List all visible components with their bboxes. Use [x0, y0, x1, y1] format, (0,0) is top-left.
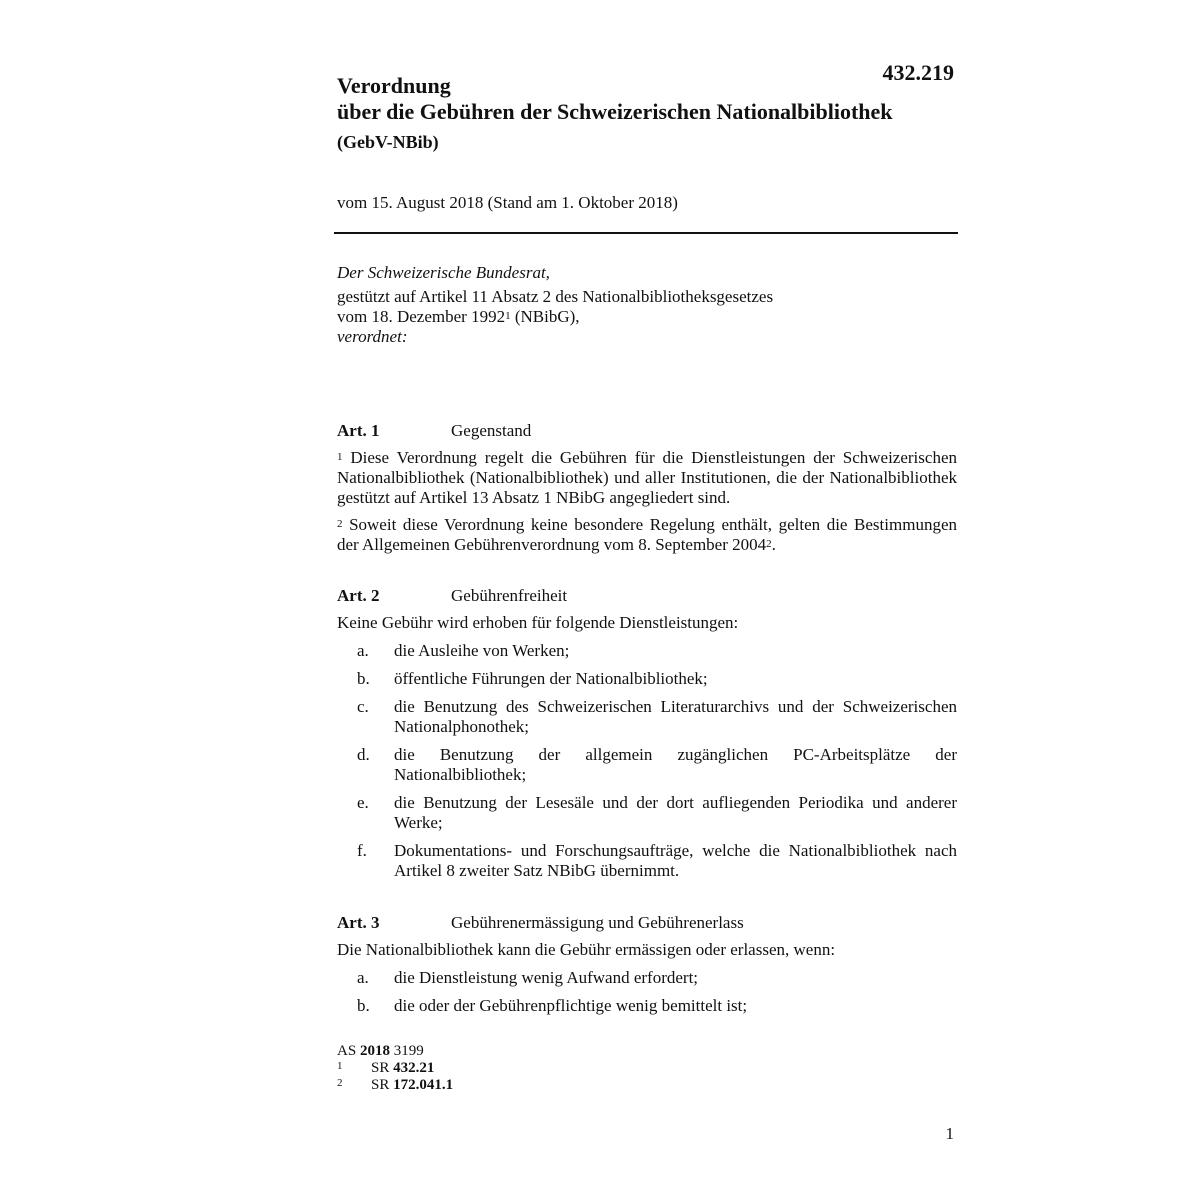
article-1	[337, 421, 957, 555]
sr-number: 432.219	[882, 60, 954, 85]
article-number: Art. 3	[337, 913, 380, 932]
list-text: die oder der Gebührenpflichtige wenig bemittelt ist;	[394, 996, 748, 1015]
article-1-heading	[337, 421, 957, 441]
page-number: 1	[945, 1124, 954, 1143]
preamble	[337, 263, 957, 347]
list-item	[337, 669, 957, 689]
list-text: öffentliche Führungen der Nationalbibliothek;	[394, 669, 708, 688]
date-line: vom 15. August 2018 (Stand am 1. Oktober 2018)	[337, 193, 678, 212]
article-3	[337, 913, 957, 1016]
list-letter: d.	[357, 745, 370, 764]
paragraph-mark: 1	[337, 451, 343, 463]
footnote-prefix: SR	[371, 1077, 390, 1093]
footnote-ref-2[interactable]: 2	[766, 538, 772, 550]
article-3-intro: Die Nationalbibliothek kann die Gebühr ermässigen oder erlassen, wenn:	[337, 940, 836, 959]
article-2-intro: Keine Gebühr wird erhoben für folgende Dienstleistungen:	[337, 613, 739, 632]
list-letter: c.	[357, 697, 369, 716]
footnote-prefix: SR	[371, 1060, 390, 1076]
preamble-basis-line2	[337, 307, 957, 327]
list-item	[337, 996, 957, 1016]
article-2	[337, 586, 957, 881]
footnote-ref-1[interactable]: 1	[505, 310, 511, 322]
article-title: Gebührenermässigung und Gebührenerlass	[451, 913, 744, 932]
footnote-mark: 1	[337, 1060, 343, 1072]
article-number: Art. 2	[337, 586, 380, 605]
article-3-heading	[337, 913, 957, 933]
list-text: die Benutzung des Schweizerischen Literaturarchivs und der Schweizerischen Nationalphonothek;	[394, 697, 957, 736]
as-year: 2018	[359, 1043, 390, 1059]
list-text: die Ausleihe von Werken;	[394, 641, 570, 660]
list-letter: f.	[357, 841, 367, 860]
title-abbreviation: (GebV-NBib)	[337, 132, 439, 152]
paragraph-text: Soweit diese Verordnung keine besondere Regelung enthält, gelten die Bestimmungen der Allgemeinen Gebührenverordnung vom 8. September 2004	[337, 515, 957, 554]
article-1-paragraph-2	[337, 515, 957, 555]
title-line-1: Verordnung	[337, 73, 451, 98]
list-text: die Benutzung der Lesesäle und der dort aufliegenden Periodika und anderer Werke;	[394, 793, 957, 832]
article-title: Gegenstand	[451, 421, 532, 440]
list-letter: e.	[357, 793, 369, 812]
paragraph-text: Diese Verordnung regelt die Gebühren für die Dienstleistungen der Schweizerischen Nationalbibliothek (Nationalbibliothek) und aller Institutionen, die der Nationalbibliothek gestützt auf Artikel 13 Absatz 1 NBibG angegliedert sind.	[337, 448, 957, 507]
article-2-heading	[337, 586, 957, 606]
preamble-basis-date: vom 18. Dezember 1992	[337, 307, 506, 326]
list-item	[337, 841, 957, 881]
article-1-paragraph-1	[337, 448, 957, 508]
header-divider	[334, 232, 958, 234]
article-number: Art. 1	[337, 421, 380, 440]
footnote-2	[337, 1077, 453, 1094]
list-item	[337, 793, 957, 833]
footnotes	[337, 1043, 453, 1094]
footnote-ref: 172.041.1	[393, 1077, 454, 1093]
preamble-authority: Der Schweizerische Bundesrat,	[337, 263, 550, 282]
footnote-ref: 432.21	[393, 1060, 435, 1076]
list-item	[337, 697, 957, 737]
list-letter: b.	[357, 996, 370, 1015]
paragraph-tail: .	[771, 535, 776, 554]
list-item	[337, 968, 957, 988]
footnote-mark: 2	[337, 1077, 343, 1089]
as-page: 3199	[389, 1043, 424, 1059]
list-text: die Dienstleistung wenig Aufwand erfordert;	[394, 968, 699, 987]
article-title: Gebührenfreiheit	[451, 586, 568, 605]
title-line-2: über die Gebühren der Schweizerischen Nationalbibliothek	[337, 99, 893, 124]
preamble-basis-tail: (NBibG),	[510, 307, 580, 326]
document-title	[337, 73, 959, 153]
list-letter: a.	[357, 641, 369, 660]
list-item	[337, 745, 957, 785]
list-letter: b.	[357, 669, 370, 688]
preamble-decree: verordnet:	[337, 327, 408, 346]
as-prefix: AS	[337, 1043, 360, 1059]
preamble-basis-line1: gestützt auf Artikel 11 Absatz 2 des Nationalbibliotheksgesetzes	[337, 287, 774, 306]
list-item	[337, 641, 957, 661]
list-text: Dokumentations- und Forschungsaufträge, welche die Nationalbibliothek nach Artikel 8 zweiter Satz NBibG übernimmt.	[394, 841, 957, 880]
paragraph-mark: 2	[337, 518, 343, 530]
list-letter: a.	[357, 968, 369, 987]
list-text: die Benutzung der allgemein zugänglichen PC-Arbeitsplätze der Nationalbibliothek;	[394, 745, 957, 784]
